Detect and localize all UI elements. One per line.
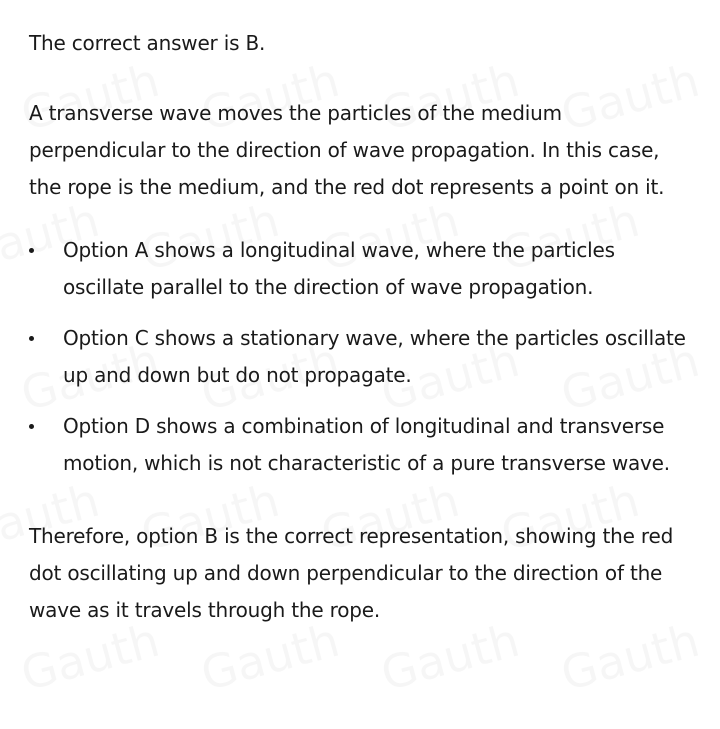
bullet-icon [29, 248, 34, 253]
list-item [29, 408, 689, 482]
option-label: Option D [63, 414, 150, 438]
option-text: shows a stationary wave, where the particles oscillate up and down but do not propagate. [63, 326, 686, 387]
conclusion-suffix: is the correct representation, showing the red dot oscillating up and down perpendicular to the direction of the wave as it travels through the rope. [29, 524, 674, 622]
bullet-icon [29, 424, 34, 429]
option-text: shows a longitudinal wave, where the particles oscillate parallel to the direction of wave propagation. [63, 238, 615, 299]
answer-line: The correct answer is B. [29, 31, 266, 55]
answer-content [29, 26, 689, 629]
bullet-icon [29, 336, 34, 341]
option-text: shows a combination of longitudinal and transverse motion, which is not characteristic of a pure transverse wave. [63, 414, 670, 475]
options-list [29, 232, 689, 482]
conclusion-paragraph [29, 518, 689, 629]
explanation-paragraph: A transverse wave moves the particles of the medium perpendicular to the direction of wave propagation. In this case, the rope is the medium, and the red dot represents a point on it. [29, 101, 665, 199]
list-item [29, 320, 689, 394]
option-label: Option C [63, 326, 149, 350]
option-label: Option A [63, 238, 149, 262]
list-item [29, 232, 689, 306]
conclusion-highlight: option B [136, 524, 218, 548]
conclusion-prefix: Therefore, [29, 524, 137, 548]
